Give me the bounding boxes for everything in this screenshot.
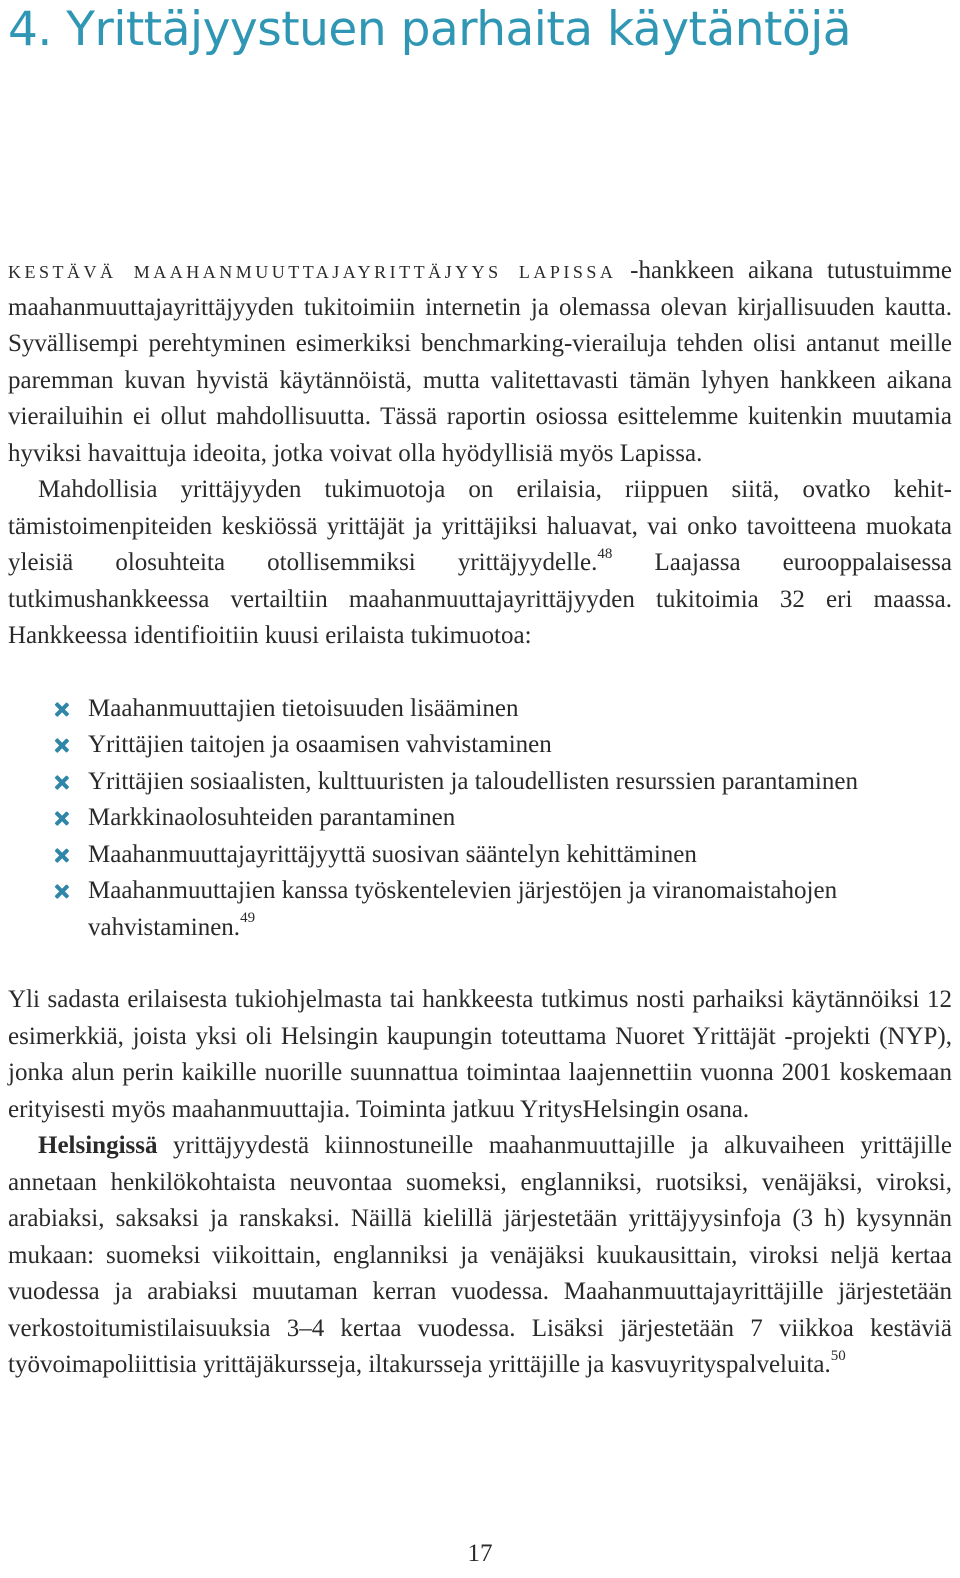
list-item-text: Markkinaolosuhteiden parantaminen <box>88 804 456 831</box>
list-item-text: Yrittäjien taitojen ja osaamisen vahvistaminen <box>88 731 552 758</box>
footnote-ref: 49 <box>240 910 256 927</box>
intro-text: -hankkeen aikana tutustuimme maahanmuuttajayrittäjyyden tukitoimiin internetin ja olemassa olevan kirjallisuuden kautta. Syvällisempi perehtyminen esimerkiksi benchmarking-vierailuja tehden olisi antanut meille paremman kuvan hyvistä käytännöistä, mutta valitettavasti tämän lyhyen hankkeen aikana vierailuihin ei ollut mahdollisuutta. Tässä raportin osiossa esittelemme kuitenkin muutamia hyviksi havaittuja ideoita, jotka voivat olla hyödyllisiä myös Lapissa. <box>8 257 953 467</box>
helsinki-bold: Helsingissä <box>38 1132 158 1159</box>
list-item <box>8 800 952 837</box>
para2-text2: Laajassa eurooppalaisessa tutkimushankkeessa vertailtiin maahanmuuttajayrittäjyyden tukitoimia 32 eri maassa. Hankkeessa identifioitiin kuusi erilaista tukimuotoa: <box>8 549 953 649</box>
cross-bullet-icon <box>54 811 68 825</box>
intro-paragraph <box>8 253 952 472</box>
list-item <box>8 764 952 801</box>
list-item-text: Maahanmuuttajayrittäjyyttä suosivan sääntelyn kehittäminen <box>88 840 697 868</box>
project-name: kestävä maahanmuuttajayrittäjyys lapissa <box>8 257 617 284</box>
para2-text: Mahdollisia yrittäjyyden tukimuotoja on erilaisia, riippuen siitä, ovatko kehittämistoimenpiteiden keskiössä yrittäjät ja yrittäjiksi haluavat, vai onko tavoitteena muokata yleisiä olosuhteita otollisemmiksi yrittäjyydelle. <box>8 476 952 576</box>
cross-bullet-icon <box>54 702 68 716</box>
cross-bullet-icon <box>54 738 68 752</box>
page-number: 17 <box>467 1540 493 1567</box>
para4-text: yrittäjyydestä kiinnostuneille maahanmuuttajille ja alkuvaiheen yrittäjille annetaan henkilökohtaista neuvontaa suomeksi, englanniksi, ruotsiksi, venäjäksi, viroksi, arabiaksi, saksaksi ja ranskaksi. Näillä kielillä järjestetään yrittäjyysinfoja (3 h) kysynnän mukaan: suomeksi viikoittain, englanniksi ja venäjäksi kuukausittain, viroksi neljä kertaa vuodessa ja arabiaksi muutaman kerran vuodessa. Maahanmuuttajayrittäjille järjestetään verkostoitumistilaisuuksia 3–4 kertaa vuodessa. Lisäksi järjestetään 7 viikkoa kestäviä työvoimapoliittisia yrittäjäkursseja, iltakursseja yrittäjille ja kasvuyrityspalveluita. <box>8 1132 952 1378</box>
cross-bullet-icon <box>54 848 68 862</box>
page-title: 4. Yrittäjyystuen parhaita käytäntöjä <box>8 2 852 57</box>
support-forms-list <box>8 691 952 947</box>
footnote-ref: 48 <box>597 545 613 562</box>
list-item <box>8 837 952 874</box>
list-item-text: Yrittäjien sosiaalisten, kulttuuristen ja taloudellisten resurssien parantaminen <box>88 767 858 795</box>
list-item-text: Maahanmuuttajien kanssa työskentelevien järjestöjen ja viranomaistahojen vahvistaminen. <box>88 877 838 941</box>
cross-bullet-icon <box>54 775 68 789</box>
footnote-ref: 50 <box>830 1347 846 1364</box>
support-forms-paragraph <box>8 472 952 655</box>
list-item-text: Maahanmuuttajien tietoisuuden lisääminen <box>88 694 519 722</box>
body-text <box>8 253 952 1384</box>
nyp-paragraph: Yli sadasta erilaisesta tukiohjelmasta tai hankkeesta tutkimus nosti parhaiksi käytännöiksi 12 esimerkkiä, joista yksi oli Helsingin kaupungin toteuttama Nuoret Yrittäjät -projekti (NYP), jonka alun perin kaikille nuorille suunnattua toimintaa laajennettiin vuonna 2001 koskemaan erityisesti myös maahanmuuttajia. Toiminta jatkuu YritysHelsingin osana. <box>8 986 952 1123</box>
list-item <box>8 727 952 764</box>
cross-bullet-icon <box>54 884 68 898</box>
list-item <box>8 691 952 728</box>
list-item <box>8 873 952 946</box>
helsinki-paragraph <box>8 1128 952 1384</box>
